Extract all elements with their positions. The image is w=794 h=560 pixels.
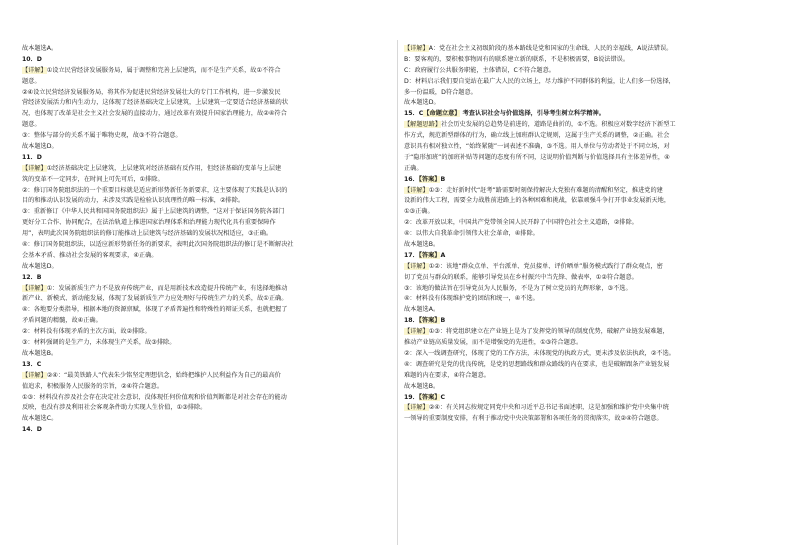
highlighted-label: 【详解】: [22, 284, 47, 292]
text-line: ②：材料没有体现矛盾的主次方面，故②排除。: [22, 328, 151, 336]
text-segment: ②④：有关同志按规定同党中央和习近平总书记书面述职，这是加强和维护党中央集中统: [428, 404, 669, 412]
highlighted-label: 【详解】: [22, 66, 47, 74]
column-divider: [397, 40, 398, 545]
text-line: 新产业、新模式、新动能发展，体现了发展新质生产力应处理好与传统生产力的关系，故①正确。: [22, 295, 288, 303]
text-line: 作方式，规范新型群体的行为，确立线上加班群认定规则，这属于生产关系的调整，②正确。社会: [404, 132, 670, 140]
highlighted-label: 【解题思路】: [404, 121, 442, 129]
text-line: ②：深入一线调查研究，体现了党的工作方法，未体现党的执政方式，更未涉及依法执政，②不选。: [404, 349, 675, 357]
text-line: [404, 327, 764, 338]
text-line: 筑的变革不一定同步，在时间上可先可后，①排除。: [22, 175, 164, 183]
text-segment: ①②：该地“群众点单、平台派单、党员接单、评价晒单”服务模式践行了群众观点，密: [428, 262, 663, 270]
highlighted-label: 【详解】: [22, 164, 47, 172]
text-line: 会基本矛盾、推动社会发展的客观要求，④正确。: [22, 251, 158, 259]
right-column: [404, 44, 764, 425]
highlighted-label: 【答案】: [418, 251, 441, 259]
text-line: [404, 403, 764, 414]
left-column: [22, 44, 382, 436]
text-line: 况，也体现了改革是社会主义社会发展的直接动力，通过改革有效提升国家治理能力，故②④符合: [22, 110, 287, 118]
text-line: 目的和推动认识发展的动力，未涉及实践是检验认识真理性的唯一标准，②排除。: [22, 197, 245, 205]
text-segment: ②④：“最美铁路人”代表朱少铭坚定理想信念，始终把维护人民利益作为自己的最高价: [46, 371, 281, 379]
question-heading: [404, 109, 764, 120]
text-segment: C: [440, 393, 446, 401]
text-line: 故本题选A。: [22, 45, 58, 52]
text-line: 难题的内在要求，④符合题意。: [404, 371, 490, 379]
text-line: 更好分工合作、协同配合，在法治轨道上推进国家治理体系和治理能力现代化具有重要保障作: [22, 219, 276, 227]
text-line: 故本题选C。: [22, 415, 58, 423]
text-line: ④：以伟大自我革命引领伟大社会革命，④排除。: [404, 230, 539, 238]
text-line: 故本题选B。: [404, 382, 440, 390]
text-segment: A：党在社会主义初级阶段的基本路线是党和国家的生命线、人民的幸福线，A说法错误。: [428, 45, 673, 52]
text-line: 切了党员与群众的联系，能够引导党员在乡村振兴中当先锋、做表率，①②符合题意。: [404, 273, 638, 281]
text-line: ②：修订国务院组织法的一个重要目标就是适应新形势新任务新要求，这主要体现了实践是认识的: [22, 186, 288, 194]
question-heading: 13．C: [22, 360, 42, 368]
highlighted-label: 【命题立意】: [423, 110, 461, 118]
text-line: ③：重新修订《中华人民共和国国务院组织法》属于上层建筑的调整，“这对于保证国务院各部门: [22, 208, 285, 216]
question-heading: 10．D: [22, 55, 42, 63]
text-line: ④：调查研究是党的优良传统，是党的思想路线和群众路线的内在要求，也是破解跟条产业链发展: [404, 360, 670, 368]
text-line: C：政府履行公共服务职能，主体错误，C不符合题意。: [404, 66, 555, 74]
highlighted-label: 【详解】: [22, 371, 47, 379]
text-line: ②：改革开放以来，中国共产党带领全国人民开辟了中国特色社会主义道路，②排除。: [404, 219, 638, 227]
text-segment: 19．: [404, 393, 419, 401]
text-line: ④：修订国务院组织法，以适应新形势新任务的新要求，表明此次国务院组织法的修订是不断解决社: [22, 241, 294, 249]
text-line: 故本题选B。: [22, 349, 58, 357]
text-line: 题意。: [22, 77, 41, 85]
text-line: 反映，也没有涉及利用社会客观条件助力实现人生价值，①③排除。: [22, 404, 207, 412]
text-line: ④：材料没有体现维护党的团结和统一，④不选。: [404, 295, 539, 303]
text-segment: 18．: [404, 317, 419, 325]
highlighted-label: 【详解】: [404, 45, 429, 52]
text-line: ②④设立民营经济发展服务局，将其作为促进民营经济发展壮大的专门工作机构，进一步激发民: [22, 88, 281, 96]
text-line: [404, 262, 764, 273]
highlighted-label: 【答案】: [418, 175, 441, 183]
text-segment: B: [440, 175, 446, 183]
text-segment: B: [440, 317, 446, 325]
text-segment: 15．C: [404, 110, 424, 118]
text-segment: 16．: [404, 175, 419, 183]
question-heading: [404, 316, 764, 327]
text-segment: 考查认识社会与价值选择，引导考生树立科学精神。: [460, 110, 605, 118]
text-line: [22, 284, 382, 295]
text-segment: ①：发展新质生产力不是放弃传统产业，而是用新技术改造提升传统产业，有选择地推动: [46, 284, 288, 292]
text-line: 故本题选B。: [404, 241, 440, 249]
text-line: [22, 371, 382, 382]
text-segment: ①经济基础决定上层建筑，上层建筑对经济基础有反作用，但经济基础的变革与上层建: [46, 164, 282, 172]
text-line: [404, 120, 764, 131]
text-segment: ①③：走好新时代“赶考”路需要时刻保持解决大党独有难题的清醒和坚定，推进党的建: [428, 186, 663, 194]
text-line: ③：材料强调的是生产力，未体现生产关系，故③排除。: [22, 339, 176, 347]
text-line: 推动产业链高质量发展，而不是增强党的先进性，①③符合题意。: [404, 339, 583, 347]
text-line: 于“隐形加班”的加班补贴等问题的态度有所不同，这说明价值判断与价值选择具有主体差异性，④: [404, 153, 670, 161]
text-line: ③：整体与部分的关系不属于唯物史观，故③不符合题意。: [22, 132, 182, 140]
text-line: 设新的伟大工程，需要全力战胜前进路上的各种困难和挑战，依靠顽强斗争打开事业发展新天地，: [404, 197, 671, 205]
question-heading: [404, 251, 764, 262]
text-segment: ①设立民营经济发展服务局，属于调整和完善上层建筑，而不是生产关系，故①不符合: [46, 66, 281, 74]
text-line: [404, 186, 764, 197]
highlighted-label: 【答案】: [418, 393, 441, 401]
text-line: 值追求，积极服务人民服务的宗旨，②④符合题意。: [22, 382, 164, 390]
text-line: ①③正确。: [404, 208, 434, 216]
highlighted-label: 【详解】: [404, 262, 429, 270]
text-line: ③：该地的做法旨在引导党员为人民服务，不是为了树立党员的光辉形象，③不选。: [404, 284, 632, 292]
text-line: [22, 66, 382, 77]
text-line: 故本题选D。: [404, 99, 440, 107]
highlighted-label: 【详解】: [404, 328, 429, 336]
text-segment: A: [440, 251, 446, 259]
question-heading: 12．B: [22, 273, 42, 281]
text-line: 用”，表明此次国务院组织法的修订能推动上层建筑与经济基础的发展状况相适应，③正确。: [22, 230, 273, 238]
text-segment: 17．: [404, 251, 419, 259]
text-segment: ①③：将党组织建立在产业链上是为了发挥党的领导的制度优势，破解产业链发展难题，: [428, 328, 669, 336]
text-line: 营经济发展活力和内生动力，这体现了经济基础决定上层建筑，上层建筑一定要适合经济基础的状: [22, 99, 289, 107]
highlighted-label: 【答案】: [418, 317, 441, 325]
text-line: 故本题选D。: [22, 262, 58, 270]
highlighted-label: 【详解】: [404, 404, 429, 412]
text-line: ④：各地要分类指导，根据本地的资源禀赋，体现了矛盾普遍性和特殊性的辩证关系，也就把握了: [22, 306, 288, 314]
text-line: [404, 44, 764, 55]
text-line: 一领导的重要制度安排，有利于推动党中央决策部署和各项任务的贯彻落实，故②④符合题意。: [404, 415, 663, 423]
question-heading: 11．D: [22, 153, 42, 161]
question-heading: [404, 393, 764, 404]
text-line: 故本题选D。: [22, 143, 58, 151]
text-line: D：材料启示我们要自觉站在最广大人民的立场上，尽力维护不同群体的利益，让人们多一份选择，: [404, 77, 675, 85]
text-line: 意识具有相对独立性，“始终紧随”一词表述不准确，③不选。用人单位与劳动者处于不同立场，对: [404, 143, 670, 151]
text-line: 矛盾问题的精髓，故④正确。: [22, 317, 102, 325]
text-line: 故本题选A。: [404, 306, 440, 314]
text-line: B：要客观的，要积极事物固有的联系建立新的联系，不是积极需要，B说法错误。: [404, 55, 630, 63]
highlighted-label: 【详解】: [404, 186, 429, 194]
text-line: [22, 164, 382, 175]
text-segment: 社会历史发展的总趋势是前进的，道路是曲折的，①不选。积极应对数字经济下新型工: [441, 121, 676, 129]
text-line: 正确。: [404, 164, 423, 172]
question-heading: 14．D: [22, 426, 42, 434]
text-line: 题意。: [22, 121, 41, 129]
question-heading: [404, 175, 764, 186]
text-line: ①③：材料没有涉及社会存在决定社会意识，没体现任何价值观和价值判断都是对社会存在的能动: [22, 393, 287, 401]
text-line: 多一份温暖，D符合题意。: [404, 88, 477, 96]
